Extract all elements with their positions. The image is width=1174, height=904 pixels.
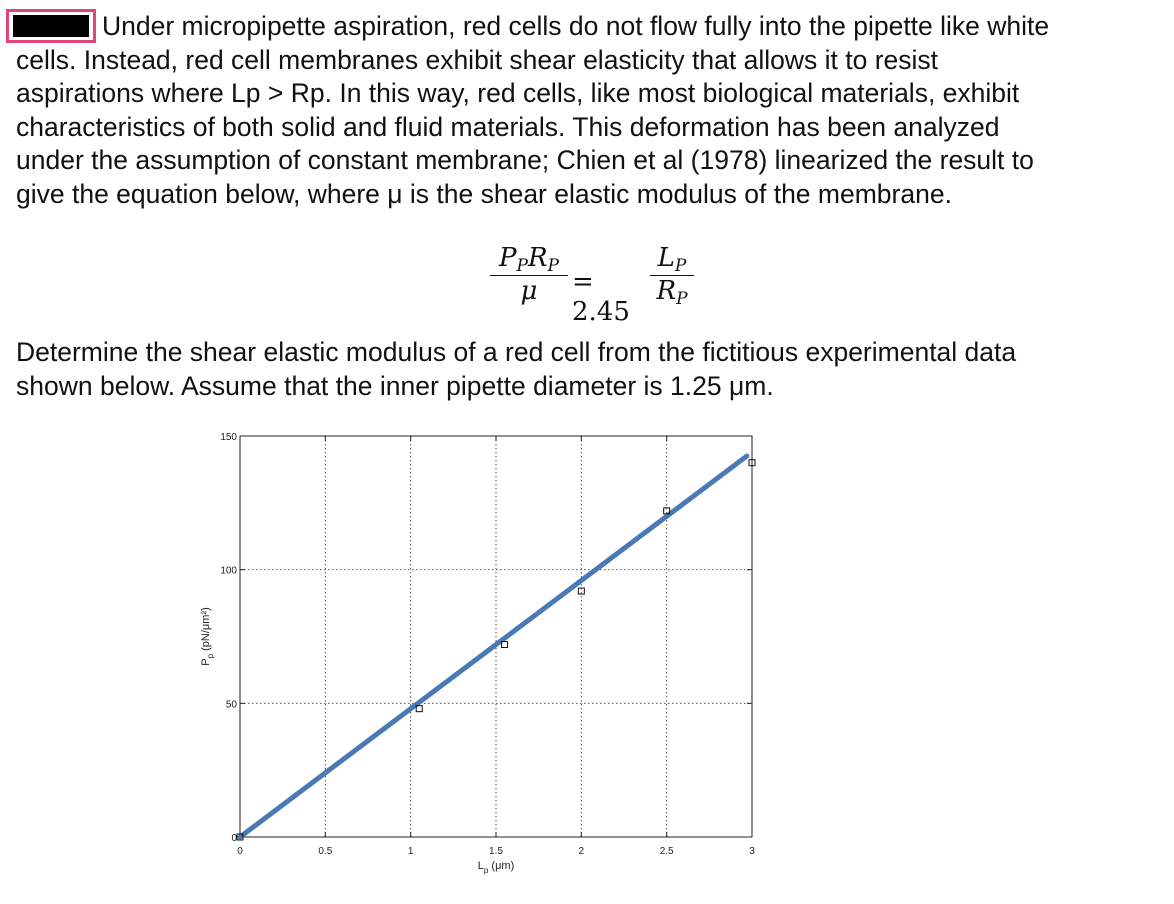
x-tick-label-4: 2 <box>578 846 585 857</box>
x-tick-label-2: 1 <box>407 846 414 857</box>
x-tick-label-1: 0.5 <box>318 846 333 857</box>
paragraph1-line-1: Under micropipette aspiration, red cells do not flow fully into the pipette like white <box>102 11 1050 41</box>
fit-line <box>240 456 747 837</box>
x-tick-label-5: 2.5 <box>659 846 674 857</box>
paragraph1-line-6: give the equation below, where μ is the shear elastic modulus of the membrane. <box>16 178 952 209</box>
y-axis-label: $P_p$ (pN/μm²) <box>200 607 215 666</box>
equation-lhs-numerator: PPRP <box>499 243 559 276</box>
x-tick-label-3: 1.5 <box>489 846 503 857</box>
x-tick-label-6: 3 <box>749 846 755 857</box>
equation-lhs-denominator: μ <box>520 276 538 306</box>
paragraph1-line-4: characteristics of both solid and fluid materials. This deformation has been analyzed <box>16 111 1000 142</box>
paragraph1-line-3: aspirations where Lp > Rp. In this way, red cells, like most biological materials, exhibit <box>16 78 1020 108</box>
equation-rhs-numerator: LP <box>657 243 687 276</box>
paragraph1-line-2: cells. Instead, red cell membranes exhibit shear elasticity that allows it to resist <box>16 44 939 75</box>
equation-rhs-denominator: RP <box>656 276 688 309</box>
paragraph1-line-5: under the assumption of constant membrane; Chien et al (1978) linearized the result to <box>16 145 1034 175</box>
y-tick-label-3: 150 <box>220 432 237 443</box>
paragraph2-line-2: shown below. Assume that the inner pipette diameter is 1.25 μm. <box>16 370 774 401</box>
x-axis-label: $L_p$ (μm) <box>477 860 515 875</box>
equation-equals-coefficient: = 2.45 <box>572 267 630 327</box>
y-tick-label-2: 100 <box>220 565 237 577</box>
y-tick-label-0: 0 <box>231 833 237 844</box>
y-tick-label-1: 50 <box>225 699 237 711</box>
paragraph2-line-1: Determine the shear elastic modulus of a red cell from the fictitious experimental data <box>16 337 1017 367</box>
x-tick-label-0: 0 <box>237 846 243 857</box>
